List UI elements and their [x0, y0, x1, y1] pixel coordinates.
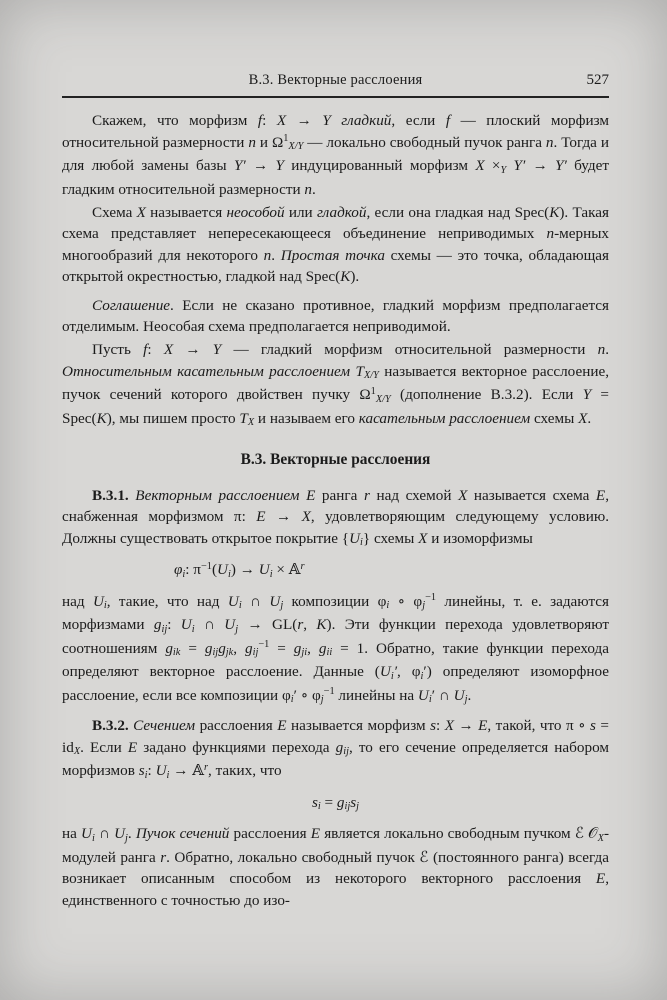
text-run: ′ — [393, 663, 398, 680]
text-run: . — [271, 246, 281, 264]
header-rule — [62, 96, 609, 98]
text-run: ij — [212, 647, 219, 659]
text-run: ∩ — [435, 686, 454, 704]
text-run: K — [316, 616, 327, 633]
text-run: (дополнение В.3.2). Если — [390, 386, 583, 403]
text-run: X — [247, 417, 255, 429]
text-run: 1 — [370, 385, 376, 397]
text-run: и называем его — [254, 409, 359, 427]
text-run: U — [224, 616, 236, 633]
text-run: g — [318, 639, 327, 657]
text-run: X — [597, 832, 604, 844]
text-run: = Spec( — [62, 386, 609, 427]
text-run: −1 — [258, 639, 270, 651]
text-run: U — [453, 686, 465, 704]
text-run: ′ — [293, 686, 297, 704]
text-run: , то его сечение определяется набором морфизмов — [62, 738, 609, 779]
text-run: X — [73, 746, 81, 758]
text-run: s — [311, 793, 318, 811]
text-run: . — [605, 341, 610, 358]
text-run: . Обратно, локально свободный пучок ℰ (постоянного ранга) всегда возникает описанным способом из некоторого векторного расслоения — [62, 848, 609, 887]
display-formula — [174, 559, 609, 583]
text-run: → — [454, 717, 479, 734]
text-run: ). Эти функции перехода удовлетворяют соотношениям — [62, 616, 610, 657]
text-run: над схемой — [369, 486, 459, 504]
text-run: или — [284, 203, 317, 221]
paragraph — [62, 202, 609, 288]
text-run: X — [444, 717, 455, 734]
text-run: линейны на — [334, 686, 418, 704]
text-run: → — [265, 508, 302, 525]
text-run: n — [304, 180, 313, 198]
text-run: g — [335, 738, 344, 756]
header-line — [62, 72, 609, 91]
text-run: гладкой — [316, 203, 367, 221]
text-run: ∩ — [241, 592, 270, 610]
text-run: — гладкий морфизм относительной размерности — [221, 341, 598, 358]
text-run: jk — [225, 647, 234, 659]
text-run: K — [340, 268, 351, 285]
text-run: ), мы пишем просто — [106, 409, 240, 427]
text-run: −1 — [200, 560, 212, 572]
text-run: → — [173, 341, 213, 358]
text-run: расслоения — [195, 717, 278, 734]
text-run: — локально свободный пучок ранга — [303, 133, 546, 151]
text-run: линейны, т. е. задаются морфизмами — [62, 592, 609, 633]
text-run: f — [143, 341, 148, 358]
text-run: гладкий — [341, 112, 392, 129]
text-run: — плоский морфизм относительной размерности — [62, 112, 609, 151]
text-run: U — [379, 663, 391, 680]
text-run: j — [125, 832, 128, 844]
text-run: схемы — [530, 409, 579, 427]
text-run: j — [320, 694, 324, 706]
text-run: U — [155, 762, 167, 779]
text-run: : — [147, 341, 164, 358]
text-run: X — [136, 203, 146, 221]
text-run: g — [218, 639, 226, 657]
text-run: ). — [350, 268, 360, 285]
text-run: X/Y — [288, 141, 304, 153]
text-run: В.3.2. — [92, 717, 134, 734]
text-run: является локально свободным пучком ℰ 𝒪 — [320, 825, 598, 842]
text-run: r — [297, 616, 304, 633]
text-run: , такой, что π ∘ — [487, 717, 591, 734]
text-run: . — [587, 409, 592, 427]
text-run: → GL( — [238, 616, 298, 633]
text-run — [506, 157, 513, 174]
text-run: i — [182, 568, 186, 580]
text-run: называется векторное расслоение, пучок сечений которого двойствен пучку Ω — [62, 362, 609, 403]
text-run: , — [303, 616, 317, 633]
text-run: ) → — [230, 561, 259, 578]
text-run: j — [422, 600, 426, 612]
text-run: → — [525, 157, 556, 174]
text-run: , если — [391, 112, 446, 129]
text-run: Простая точка — [280, 246, 385, 264]
text-run: . — [127, 825, 136, 842]
text-run: s — [590, 717, 596, 734]
text-run: i — [103, 600, 107, 612]
text-run: , единственного с точностью до изо- — [62, 870, 609, 909]
text-run: : — [147, 762, 156, 779]
text-run — [331, 112, 342, 129]
page-header — [62, 72, 609, 98]
section-heading — [62, 449, 609, 471]
text-run: будет гладким относительной размерности — [62, 157, 610, 198]
text-run: композиции φ — [283, 592, 387, 610]
running-head: В.3. Векторные расслоения — [248, 72, 423, 88]
text-run: → 𝔸 — [169, 762, 204, 779]
text-run: ) определяют изоморфное расслоение, если все композиции φ — [62, 663, 610, 704]
text-run: U — [269, 592, 281, 610]
text-run: r — [160, 848, 167, 866]
text-run: . Если — [80, 738, 128, 756]
text-run: X — [301, 508, 311, 525]
text-run: Сечением — [133, 717, 196, 734]
text-run: r — [300, 560, 305, 572]
paragraph — [62, 715, 609, 784]
text-run: T — [355, 362, 364, 380]
text-run: r — [203, 761, 209, 773]
text-run: X/Y — [375, 393, 391, 405]
text-run: U — [81, 825, 92, 842]
text-run: j — [280, 600, 284, 612]
text-run: . Если не сказано противное, гладкий морфизм предполагается отделимым. Неособая схема предполагается неприводимой. — [62, 296, 609, 335]
text-run: Пучок сечений — [135, 825, 230, 842]
text-run: U — [417, 686, 429, 704]
text-run: n — [545, 133, 554, 151]
text-run: ( — [211, 561, 218, 578]
text-run: , — [233, 639, 245, 657]
text-run: и изоморфизмы — [427, 529, 533, 547]
text-run: . — [312, 180, 316, 198]
text-run: s — [350, 793, 357, 811]
text-run: r — [363, 486, 370, 504]
text-run: i — [428, 694, 432, 706]
text-run: ). Такая схема представляет непересекающееся объединение неприводимых — [62, 203, 609, 242]
text-run: Y′ — [233, 157, 246, 174]
text-run: ii — [326, 647, 333, 659]
text-run: i — [360, 537, 363, 549]
text-run: , удовлетворяющим следующему условию. Должны существовать открытое покрытие { — [62, 508, 609, 547]
text-run: над — [62, 592, 93, 610]
text-run: n — [263, 246, 272, 264]
text-run: ′ — [431, 686, 436, 704]
text-run: T — [239, 409, 248, 427]
text-run: i — [144, 769, 148, 781]
text-run: U — [349, 529, 361, 547]
text-run: j — [356, 801, 360, 813]
text-run: X — [418, 529, 428, 547]
text-run: Векторным расслоением — [135, 486, 307, 504]
text-run: → — [245, 157, 276, 174]
text-run: на — [62, 825, 81, 842]
text-run: E — [595, 486, 606, 504]
text-run: U — [258, 561, 270, 578]
text-run: ∩ — [94, 825, 115, 842]
text-run: Относительным касательным расслоением — [62, 362, 356, 380]
text-run: называется морфизм — [286, 717, 431, 734]
text-run: i — [166, 769, 170, 781]
text-run: -мерных многообразий для некоторого — [62, 225, 609, 264]
text-run: = id — [62, 717, 609, 756]
text-run: , φ — [397, 663, 421, 680]
text-run: , снабженная морфизмом π: — [62, 486, 609, 525]
text-run: E — [127, 738, 138, 756]
text-run: i — [238, 600, 242, 612]
text-run: Y′ — [513, 157, 526, 174]
text-run: g — [165, 639, 173, 657]
text-run: . — [467, 686, 472, 704]
text-run: = 1. Обратно, такие функции перехода определяют векторное расслоение. Данные ( — [62, 639, 610, 680]
text-run: : — [262, 112, 277, 129]
text-run: i — [91, 832, 95, 844]
text-run: f — [445, 112, 451, 129]
text-run: i — [228, 568, 231, 580]
text-run: g — [293, 639, 302, 657]
text-run: : — [167, 616, 181, 633]
text-run: Y — [322, 112, 331, 129]
text-run: i — [386, 600, 390, 612]
text-run: X — [475, 157, 485, 174]
page-body — [62, 110, 609, 911]
text-run: −1 — [323, 686, 335, 698]
text-run: U — [180, 616, 192, 633]
text-run: i — [191, 623, 195, 635]
text-run: , таких, что — [208, 762, 282, 779]
text-run: K — [96, 409, 107, 427]
text-run: , — [307, 639, 319, 657]
text-run: −1 — [425, 592, 437, 604]
text-run: n — [597, 341, 606, 358]
text-run: Y′ — [555, 157, 567, 174]
text-run: E — [306, 486, 316, 504]
paragraph — [62, 110, 609, 200]
text-run: называется схема — [467, 486, 596, 504]
text-run: , такие, что над — [106, 592, 228, 610]
text-run: касательным расслоением — [358, 409, 531, 427]
text-run: i — [420, 670, 424, 682]
text-run: E — [310, 825, 321, 842]
text-run: ′ — [423, 663, 427, 680]
text-run: E — [277, 717, 287, 734]
text-run: неособой — [226, 203, 285, 221]
text-run: Соглашение — [92, 296, 171, 314]
display-formula — [62, 792, 609, 816]
text-run: ji — [301, 647, 308, 659]
text-run: X — [276, 112, 287, 129]
text-run: называется — [145, 203, 227, 221]
text-run: . Тогда и для любой замены базы — [62, 133, 609, 174]
text-run: и Ω — [255, 133, 284, 151]
text-run: X — [163, 341, 174, 358]
text-run: Пусть — [92, 341, 144, 358]
text-run: → — [286, 112, 323, 129]
text-run: ij — [343, 746, 349, 758]
text-run: ij — [161, 623, 168, 635]
text-run: i — [269, 568, 273, 580]
page-number: 527 — [586, 72, 609, 88]
paragraph — [62, 823, 609, 911]
text-run: K — [549, 203, 560, 221]
text-run: ik — [172, 647, 181, 659]
text-run: n — [546, 225, 555, 242]
text-run: ij — [344, 801, 351, 813]
text-run: Y — [500, 164, 507, 176]
text-run: задано функциями перехода — [137, 738, 336, 756]
text-run: Схема — [92, 203, 137, 221]
text-run: Y — [275, 157, 284, 174]
text-run: 1 — [283, 133, 289, 145]
text-run: индуцированный морфизм — [283, 157, 476, 174]
text-run: = — [180, 639, 205, 657]
text-run: g — [336, 793, 345, 811]
text-run: j — [235, 623, 239, 635]
text-run: U — [114, 825, 126, 842]
text-run: В.3. Векторные расслоения — [240, 451, 431, 468]
text-run: ij — [252, 647, 259, 659]
text-run: Скажем, что морфизм — [92, 112, 258, 129]
text-run: E — [256, 508, 266, 525]
text-run: i — [317, 801, 321, 813]
text-run: × — [484, 157, 501, 174]
text-run: g — [204, 639, 213, 657]
text-run: ранга — [315, 486, 364, 504]
text-run: = — [320, 793, 337, 811]
text-run: = — [269, 639, 294, 657]
text-run: , если она гладкая над Spec( — [366, 203, 550, 221]
text-run: s — [430, 717, 437, 734]
text-run: j — [464, 694, 468, 706]
text-run: расслоения — [229, 825, 311, 842]
text-run: f — [257, 112, 263, 129]
text-run: U — [227, 592, 239, 610]
text-run: g — [245, 639, 253, 657]
text-run: } схемы — [362, 529, 419, 547]
text-run: U — [92, 592, 104, 610]
text-run: ∘ φ — [296, 686, 321, 704]
text-run: ∩ — [194, 616, 225, 633]
text-run: : — [436, 717, 445, 734]
text-run: g — [153, 616, 162, 633]
text-run: s — [138, 762, 145, 779]
text-run: i — [290, 694, 294, 706]
text-run: φ — [174, 561, 183, 578]
text-run: X/Y — [363, 370, 379, 382]
text-run: X — [458, 486, 468, 504]
text-run: схемы — это точка, обладающая открытой окрестностью, гладкой над Spec( — [62, 246, 610, 285]
text-run: × 𝔸 — [272, 561, 301, 578]
paragraph — [62, 591, 609, 709]
text-run: i — [390, 670, 394, 682]
text-run: Y — [582, 386, 592, 403]
text-run: ∘ φ — [389, 592, 423, 610]
paragraph — [62, 295, 609, 338]
text-run: E — [478, 717, 488, 734]
text-run: U — [217, 561, 228, 578]
text-run: X — [578, 409, 588, 427]
paragraph — [62, 339, 609, 431]
text-run: : π — [185, 561, 201, 578]
text-run: n — [248, 133, 256, 151]
text-run: E — [595, 870, 606, 887]
paragraph — [62, 485, 609, 552]
text-run: В.3.1. — [92, 486, 136, 504]
text-run: Y — [212, 341, 222, 358]
text-run: -модулей ранга — [62, 825, 610, 866]
